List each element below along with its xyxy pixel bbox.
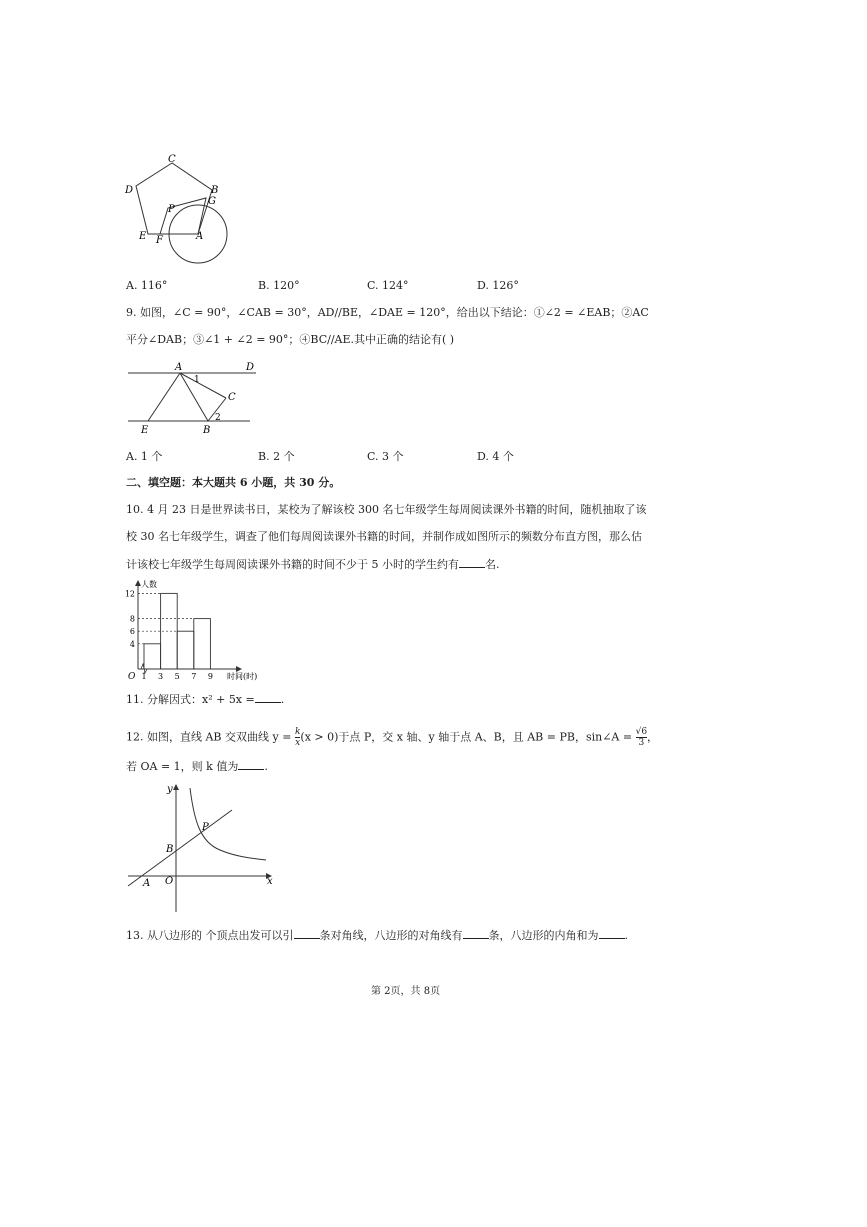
q10-answer-blank[interactable] [459,557,485,568]
q12-frac-num: k [294,727,301,737]
q8-option-c: C. 124° [367,279,409,292]
q8-option-a: A. 116° [126,279,168,292]
q12-label: O [165,876,174,887]
hist-bar [177,631,194,669]
q12-text-d: 若 OA = 1，则 k 值为 [126,760,239,773]
q9-label: E [141,425,149,436]
q12-text-b: (x > 0)于点 P，交 x 轴、y 轴于点 A、B，且 AB = PB，sin∠A = [300,730,636,744]
q8-label: D [125,185,134,196]
q12-label: P [202,822,209,833]
q10-text-line3-b: 名. [485,558,500,571]
q9-label: B [203,425,211,436]
hist-x-tick-label: 5 [174,672,180,681]
q9-option-b: B. 2 个 [258,450,295,463]
hist-x-tick-label: 1 [141,672,147,681]
q9-option-c: C. 3 个 [367,450,404,463]
q12-sin-den: 3 [638,738,645,748]
q8-label: F [156,235,163,246]
q8-label: B [211,185,219,196]
q8-label: C [168,154,176,165]
q12-y-arrow [173,784,179,790]
page-footer: 第 2页，共 8页 [371,986,441,997]
q8-option-b: B. 120° [258,279,300,292]
q12-sin-fraction [636,727,647,748]
q11-text [126,692,284,707]
hist-x-tick-label: 7 [191,672,197,681]
q12-label: y [167,784,173,795]
hist-x-tick-label: 3 [158,672,164,681]
q10-histogram [124,578,274,682]
hist-x-tick-label: 9 [207,672,213,681]
hist-y-tick-label: 12 [124,589,135,599]
q10-text-line2: 校 30 名七年级学生，调查了他们每周阅读课外书籍的时间，并制作成如图所示的频数分布直方图，那么估 [126,530,642,543]
hist-y-tick-label: 4 [129,639,135,649]
q9-segment-ae [148,373,180,421]
q12-text-e: . [264,760,268,773]
hist-bar [194,619,211,669]
q13-part3: 条，八边形的内角和为 [488,929,599,942]
q13-part2: 条对角线，八边形的对角线有 [319,929,463,942]
q8-label: A [196,231,204,242]
hist-bar [144,644,161,669]
q12-label: B [166,844,174,855]
q12-label: x [267,876,273,887]
q8-label: P [168,204,175,215]
q8-option-d: D. 126° [477,279,519,292]
q8-inner-shape [160,198,206,234]
q9-figure [124,358,259,436]
q10-text-line3-a: 计该校七年级学生每周阅读课外书籍的时间不少于 5 小时的学生约有 [126,558,459,571]
q10-text-line3 [126,557,500,572]
hist-y-tick-label: 8 [129,614,135,624]
q8-figure [120,148,235,273]
q12-sin-num: √6 [635,727,648,737]
q13-part4: . [624,929,628,942]
q11-period: . [280,693,285,706]
q9-text-line2: 平分∠DAB；③∠1 + ∠2 = 90°；④BC//AE.其中正确的结论有( ) [126,333,455,346]
q11-answer-blank[interactable] [255,692,281,703]
q13-text [126,928,628,943]
hist-y-tick-label: 6 [129,627,135,637]
q12-text-line2 [126,759,268,774]
q9-text-line1: 9. 如图，∠C = 90°，∠CAB = 30°，AD//BE，∠DAE = 120°，给出以下结论：①∠2 = ∠EAB；②AC [126,306,649,319]
q13-blank-2[interactable] [463,928,489,939]
q9-option-a: A. 1 个 [126,450,163,463]
q12-label: A [143,878,151,889]
q12-answer-blank[interactable] [238,759,264,770]
q8-label: G [208,196,216,207]
q10-text-line1: 10. 4 月 23 日是世界读书日，某校为了解该校 300 名七年级学生每周阅读课外书籍的时间，随机抽取了该 [126,503,647,516]
q8-label: E [139,231,147,242]
q13-blank-1[interactable] [294,928,320,939]
q12-text-a: 12. 如图，直线 AB 交双曲线 y = [126,730,295,744]
q9-label: D [246,362,255,373]
q9-label: A [175,362,183,373]
q12-text-c: ， [647,730,659,744]
hist-origin: O [128,672,136,682]
q9-label: 1 [194,375,200,385]
q9-label: 2 [215,413,221,423]
q11-prompt: 11. 分解因式：x² + 5x = [126,693,255,706]
q12-frac-den: x [295,738,301,748]
q13-blank-3[interactable] [599,928,625,939]
q13-part1: 13. 从八边形的 个顶点出发可以引 [126,929,294,942]
q12-text-line1 [126,727,658,748]
q9-label: C [228,392,236,403]
section-heading: 二、填空题：本大题共 6 小题，共 30 分。 [126,476,341,489]
q9-option-d: D. 4 个 [477,450,514,463]
q12-figure [124,780,276,916]
hist-ylabel: 人数 [141,580,157,589]
hist-xlabel: 时间(时) [227,672,258,681]
